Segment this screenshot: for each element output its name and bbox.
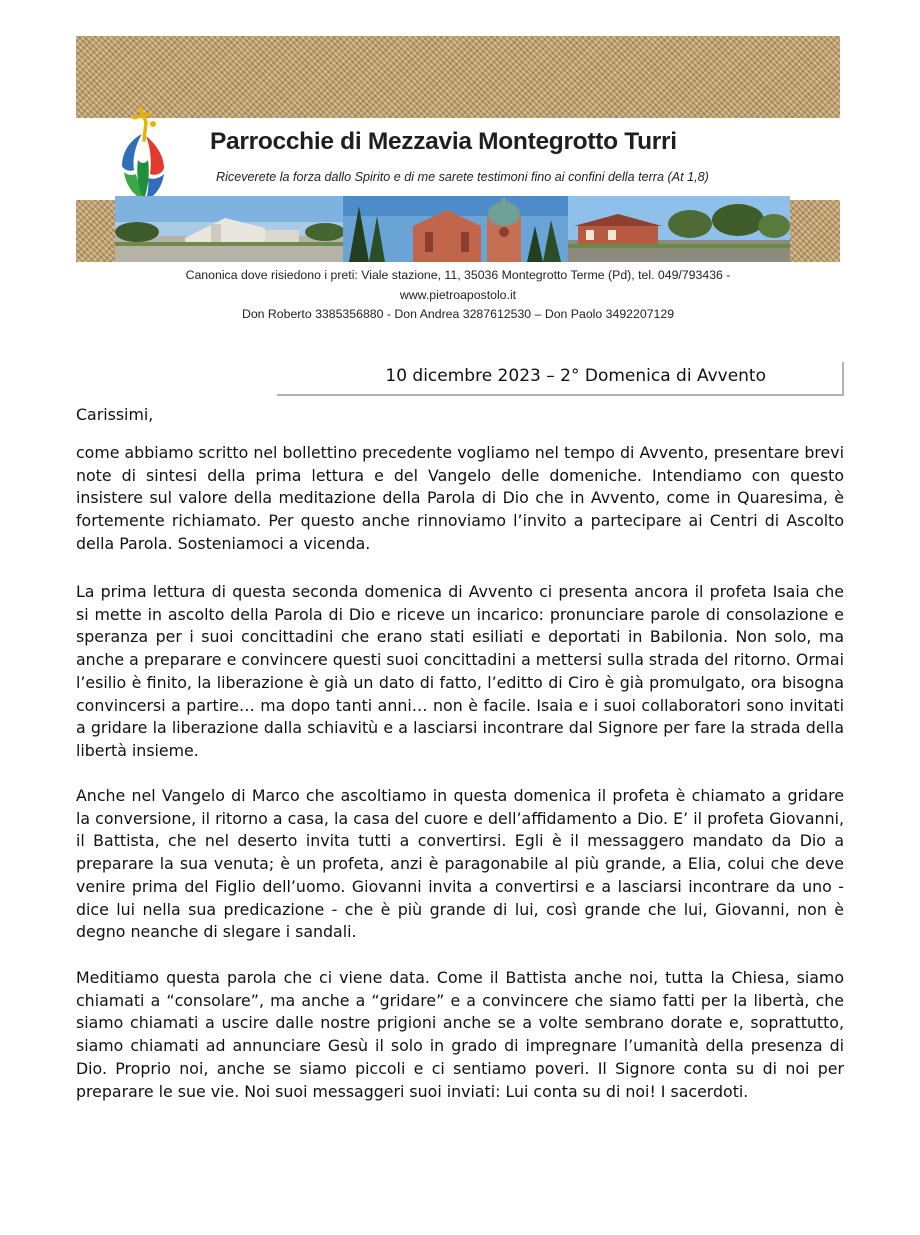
paragraph-text: Meditiamo questa parola che ci viene data. Come il Battista anche noi, tutta la Chiesa, siamo chiamati a “consolare”, ma anche a “gridare” e a convincere che siamo fatti per la libertà, che siamo chiamati a uscire dalle nostre prigioni anche se a volte sembrano dorate e, soprattutto, siamo chiamati ad annunciare Gesù il solo in grado di impregnare l’umanità della presenza di Dio. Proprio noi, anche se siamo piccoli e ci sentiamo poveri. Il Signore conta su di noi per preparare le sue vie. Noi suoi messaggeri suoi inviati: Lui conta su di noi! I sacerdoti. — [76, 968, 844, 1101]
date-heading-box — [277, 362, 844, 396]
parish-title: Parrocchie di Mezzavia Montegrotto Turri — [210, 128, 677, 155]
paragraph-text: Anche nel Vangelo di Marco che ascoltiamo in questa domenica il profeta è chiamato a gridare la conversione, il ritorno a casa, la casa del cuore e dell’affidamento a Dio. E’ il profeta Giovanni, il Battista, che nel deserto invita tutti a convertirsi. Egli è il messaggero mandato da Dio a preparare la sua venuta; è un profeta, anzi è paragonabile al più grande, a Elia, colui che deve venire prima del Figlio dell’uomo. Giovanni invita a convertirsi e a lasciarsi incontrare da uno - dice lui nella sua predicazione - che è più grande di lui, così grande che lui, Giovanni, non è degno neanche di slegare i sandali. — [76, 786, 844, 942]
letter-paragraph — [76, 967, 844, 1103]
parish-logo — [112, 100, 176, 204]
parish-motto: Riceverete la forza dallo Spirito e di me sarete testimoni fino ai confini della terra (At 1,8) — [216, 170, 709, 184]
priests-contacts: Don Roberto 3385356880 - Don Andrea 3287612530 – Don Paolo 3492207129 — [241, 307, 675, 321]
church-photo-dome — [343, 196, 568, 262]
paragraph-text: La prima lettura di questa seconda domenica di Avvento ci presenta ancora il profeta Isaia che si mette in ascolto della Parola di Dio e riceve un incarico: pronunciare parole di consolazione e speranza per i suoi concittadini che erano stati esiliati e deportati in Babilonia. Non solo, ma anche a preparare e convincere questi suoi concittadini a mettersi sulla strada del ritorno. Ormai l’esilio è finito, la liberazione è già un dato di fatto, l’editto di Ciro è già promulgato, ora bisogna convincersi a partire… ma dopo tanti anni… non è facile. Isaia e i suoi collaboratori sono invitati a gridare la liberazione dalla schiavitù e a lasciarsi incontrare dal Signore per fare la strada della libertà insieme. — [76, 582, 844, 760]
letter-paragraph — [76, 785, 844, 944]
date-title: 10 dicembre 2023 – 2° Domenica di Avvento — [385, 366, 766, 386]
letter-greeting-block — [76, 404, 844, 427]
church-photo-garden — [568, 196, 790, 262]
website-link[interactable]: www.pietroapostolo.it — [399, 288, 517, 302]
paragraph-text: come abbiamo scritto nel bollettino precedente vogliamo nel tempo di Avvento, presentare brevi note di sintesi della prima lettura e del Vangelo delle domeniche. Intendiamo con questo insistere sul valore della meditazione della Parola di Dio che in Avvento, come in Quaresima, è fortemente richiamato. Per questo anche rinnoviamo l’invito a partecipare ai Centri di Ascolto della Parola. Sosteniamoci a vicenda. — [76, 443, 844, 553]
letter-paragraph — [76, 581, 844, 763]
church-photo-modern — [115, 196, 343, 262]
letter-paragraph — [76, 442, 844, 556]
contact-address: Canonica dove risiedono i preti: Viale stazione, 11, 35036 Montegrotto Terme (Pd), tel. 049/793436 - — [185, 268, 731, 282]
letter-greeting: Carissimi, — [76, 405, 154, 424]
